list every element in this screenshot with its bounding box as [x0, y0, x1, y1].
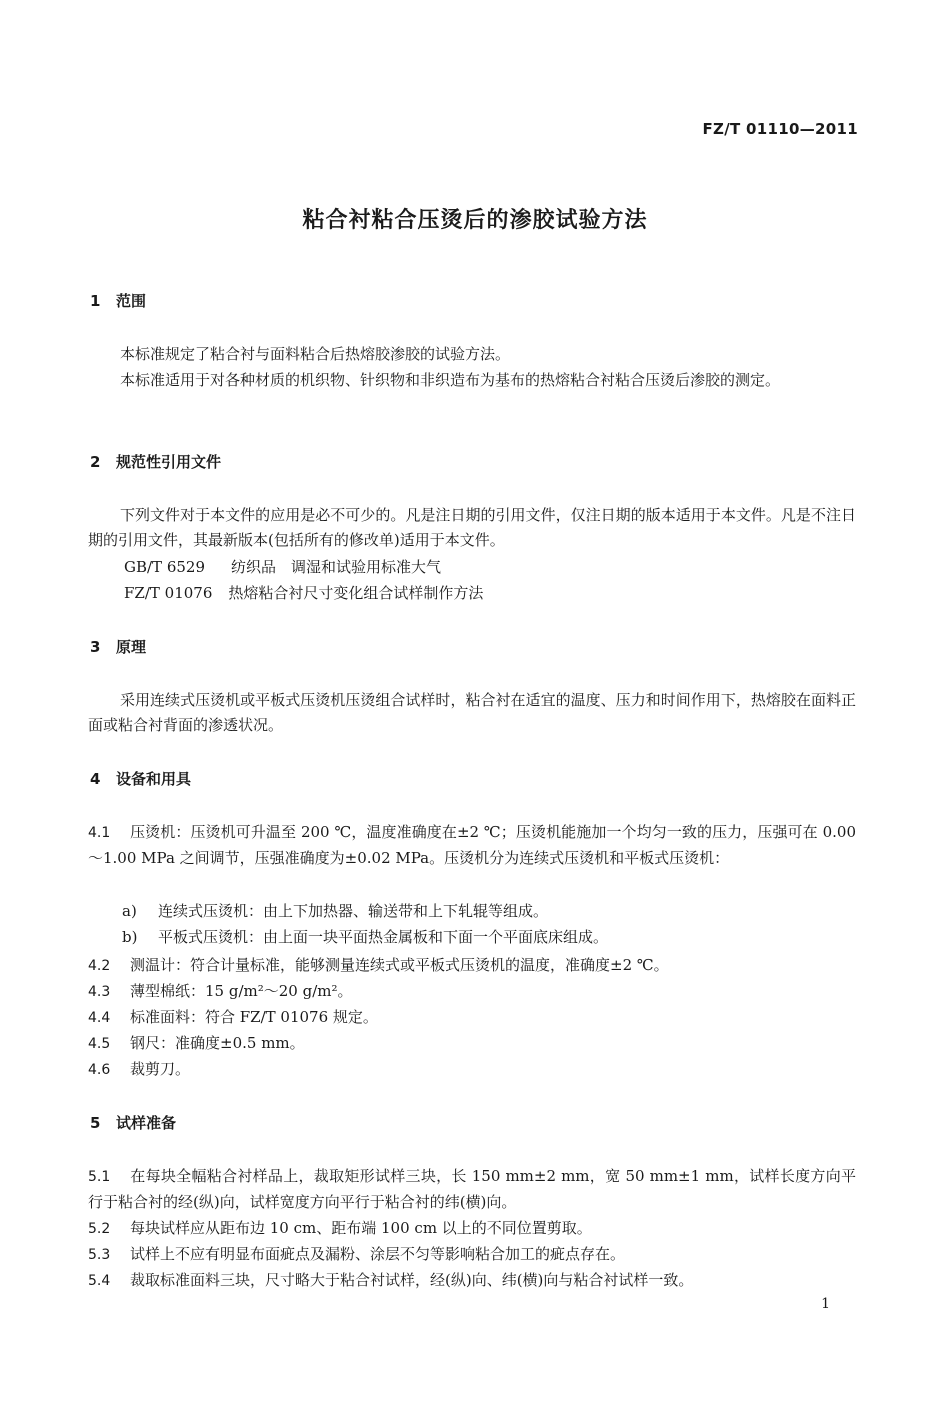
clause-number: 5.4 — [88, 1273, 111, 1289]
clause-text: 测温计：符合计量标准，能够测量连续式或平板式压烫机的温度，准确度±2 ℃。 — [130, 956, 669, 974]
section-1-heading — [90, 290, 146, 311]
list-label: a) — [122, 902, 137, 920]
section-title: 试样准备 — [116, 1114, 177, 1132]
section-title: 原理 — [116, 638, 147, 656]
clause-number: 4.5 — [88, 1036, 111, 1052]
list-label: b) — [122, 928, 138, 946]
section-5-heading — [90, 1112, 176, 1133]
clause-4-1 — [88, 820, 856, 871]
clause-text: 在每块全幅粘合衬样品上，裁取矩形试样三块，长 150 mm±2 mm，宽 50 mm±1 mm，试样长度方向平行于粘合衬的经(纵)向，试样宽度方向平行于粘合衬的纬(横)向。 — [88, 1167, 856, 1211]
reference-2 — [124, 582, 483, 603]
page-number: 1 — [821, 1296, 830, 1312]
section-4-heading — [90, 768, 191, 789]
reference-1 — [124, 556, 441, 577]
reference-title: 纺织品 调湿和试验用标准大气 — [231, 558, 442, 576]
list-text: 连续式压烫机：由上下加热器、输送带和上下轧辊等组成。 — [158, 902, 549, 920]
clause-number: 5.1 — [88, 1169, 111, 1185]
clause-text: 薄型棉纸：15 g/m²～20 g/m²。 — [130, 982, 353, 1000]
clause-number: 4.3 — [88, 984, 111, 1000]
list-text: 平板式压烫机：由上面一块平面热金属板和下面一个平面底床组成。 — [158, 928, 609, 946]
reference-title: 热熔粘合衬尺寸变化组合试样制作方法 — [228, 584, 484, 602]
section-title: 规范性引用文件 — [116, 453, 222, 471]
clause-4-4 — [88, 1005, 856, 1031]
clause-text: 裁取标准面料三块，尺寸略大于粘合衬试样，经(纵)向、纬(横)向与粘合衬试样一致。 — [130, 1271, 694, 1289]
section-number: 5 — [90, 1114, 101, 1132]
section-number: 2 — [90, 453, 101, 471]
clause-number: 5.2 — [88, 1221, 111, 1237]
clause-5-1 — [88, 1164, 856, 1215]
section-title: 设备和用具 — [116, 770, 192, 788]
clause-5-3 — [88, 1242, 856, 1268]
clause-4-5 — [88, 1031, 856, 1057]
section-3-heading — [90, 636, 146, 657]
clause-4-3 — [88, 979, 856, 1005]
clause-text: 标准面料：符合 FZ/T 01076 规定。 — [130, 1008, 378, 1026]
clause-number: 4.6 — [88, 1062, 111, 1078]
clause-text: 试样上不应有明显布面疵点及漏粉、涂层不匀等影响粘合加工的疵点存在。 — [130, 1245, 626, 1263]
clause-4-1-b — [122, 926, 608, 947]
section-title: 范围 — [116, 292, 147, 310]
section-number: 1 — [90, 292, 101, 310]
reference-code: FZ/T 01076 — [124, 584, 213, 602]
section-3-paragraph-1: 采用连续式压烫机或平板式压烫机压烫组合试样时，粘合衬在适宜的温度、压力和时间作用下，热熔胶在面料正面或粘合衬背面的渗透状况。 — [88, 691, 856, 734]
page-title: 粘合衬粘合压烫后的渗胶试验方法 — [302, 208, 648, 233]
clause-text: 压烫机：压烫机可升温至 200 ℃，温度准确度在±2 ℃；压烫机能施加一个均匀一致的压力，压强可在 0.00～1.00 MPa 之间调节，压强准确度为±0.02 MPa。压烫机分为连续式压烫机和平板式压烫机： — [88, 823, 856, 867]
section-1-paragraph-2: 本标准适用于对各种材质的机织物、针织物和非织造布为基布的热熔粘合衬粘合压烫后渗胶的测定。 — [120, 371, 781, 389]
clause-4-6 — [88, 1057, 856, 1083]
clause-5-2 — [88, 1216, 856, 1242]
clause-4-2 — [88, 953, 856, 979]
section-1-paragraph-1: 本标准规定了粘合衬与面料粘合后热熔胶渗胶的试验方法。 — [120, 345, 511, 363]
clause-number: 4.1 — [88, 825, 111, 841]
clause-number: 4.2 — [88, 958, 111, 974]
page-code: FZ/T 01110—2011 — [702, 120, 858, 138]
reference-code: GB/T 6529 — [124, 558, 206, 576]
clause-number: 5.3 — [88, 1247, 111, 1263]
clause-number: 4.4 — [88, 1010, 111, 1026]
clause-text: 裁剪刀。 — [130, 1060, 191, 1078]
section-2-paragraph-1: 下列文件对于本文件的应用是必不可少的。凡是注日期的引用文件，仅注日期的版本适用于本文件。凡是不注日期的引用文件，其最新版本(包括所有的修改单)适用于本文件。 — [88, 506, 856, 549]
clause-4-1-a — [122, 900, 548, 921]
section-number: 4 — [90, 770, 101, 788]
clause-text: 钢尺：准确度±0.5 mm。 — [130, 1034, 305, 1052]
section-2-heading — [90, 451, 221, 472]
section-number: 3 — [90, 638, 101, 656]
clause-5-4 — [88, 1268, 856, 1294]
clause-text: 每块试样应从距布边 10 cm、距布端 100 cm 以上的不同位置剪取。 — [130, 1219, 592, 1237]
